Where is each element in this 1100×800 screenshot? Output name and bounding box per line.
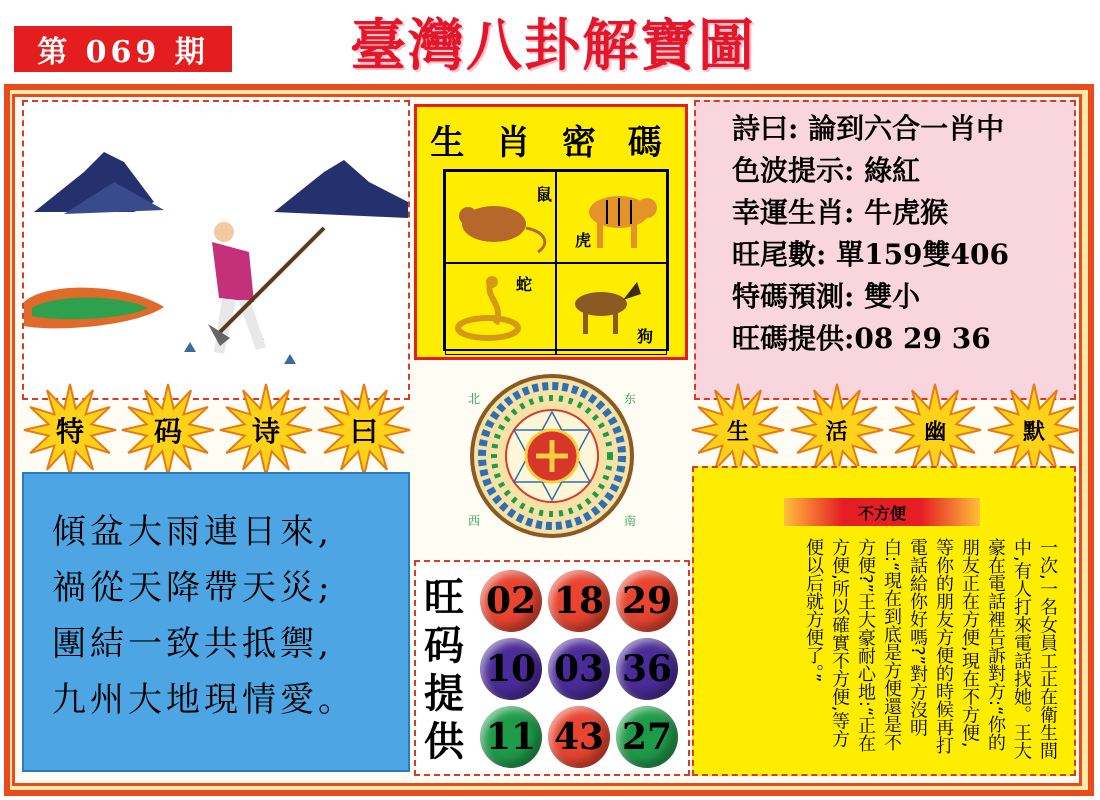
tip-color-wave: 色波提示: 綠紅 — [732, 154, 921, 187]
star-badge — [120, 382, 216, 478]
numbers-label-char: 码 — [424, 622, 464, 669]
number-ball: 43 — [548, 706, 610, 768]
zodiac-code-box — [414, 104, 688, 360]
star-badge — [690, 382, 786, 478]
humor-stars — [690, 382, 1082, 478]
humor-story-panel — [692, 466, 1076, 776]
poem-line-3: 團結一致共抵禦, — [52, 624, 333, 664]
star-char: 默 — [1022, 418, 1045, 445]
tip-tail-numbers: 旺尾數: 單159雙406 — [732, 238, 1009, 271]
number-balls — [480, 570, 680, 768]
poem-line-1: 傾盆大雨連日來, — [52, 512, 333, 552]
numbers-label-char: 供 — [424, 718, 464, 765]
numbers-label-char: 提 — [424, 670, 464, 717]
bagua-wheel — [440, 372, 664, 540]
page-title: 臺灣八卦解寶圖 — [350, 13, 756, 79]
zodiac-cell-tiger — [556, 171, 667, 263]
tips-panel — [694, 100, 1076, 400]
star-badge — [986, 382, 1082, 478]
zodiac-cell-snake — [445, 263, 556, 355]
farmer-figure — [208, 222, 324, 354]
zodiac-label-dog: 狗 — [637, 327, 654, 346]
zodiac-label-tiger: 虎 — [575, 231, 592, 250]
snake-icon — [446, 264, 554, 350]
zodiac-cell-rat — [445, 171, 556, 263]
story-heading: 不方便 — [784, 498, 980, 526]
number-ball: 10 — [480, 638, 542, 700]
number-ball: 29 — [616, 570, 678, 632]
zodiac-label-rat: 鼠 — [536, 185, 553, 204]
poem-stars — [22, 382, 412, 478]
hot-numbers-panel — [414, 560, 690, 776]
poem-line-2: 禍從天降帶天災; — [52, 568, 334, 608]
star-char: 幽 — [924, 418, 947, 445]
wheel-label-east: 东 — [624, 392, 637, 406]
wheel-label-south: 南 — [624, 514, 637, 528]
story-text: 一次,一名女員工正在衛生間中,有人打來電話找她。王大豪在電話裡告訴對方:“你的朋友正在方便,現在不方便,等你的朋友方便的時候再打電話給你好嗎?”對方沒明白:“現在到底是方便還是不方便?”王大豪耐心地:“正在方便,所以確實不方便,等方便以后就方便了。” — [803, 538, 1058, 760]
star-char: 特 — [55, 415, 84, 448]
tiger-icon — [557, 172, 665, 258]
wheel-label-west: 西 — [468, 514, 481, 528]
number-ball: 27 — [616, 706, 678, 768]
number-ball: 02 — [480, 570, 542, 632]
zodiac-cell-dog — [556, 263, 667, 355]
numbers-label-char: 旺 — [424, 574, 464, 621]
star-badge — [887, 382, 983, 478]
star-badge — [22, 382, 118, 478]
number-ball: 03 — [548, 638, 610, 700]
star-badge — [316, 382, 412, 478]
number-ball: 11 — [480, 706, 542, 768]
issue-number: 第 069 期 — [14, 26, 232, 72]
zodiac-label-snake: 蛇 — [516, 275, 533, 294]
star-char: 生 — [726, 418, 749, 445]
star-char: 活 — [825, 418, 848, 445]
landscape-image — [24, 102, 408, 398]
star-badge — [789, 382, 885, 478]
wheel-label-north: 北 — [468, 392, 481, 406]
star-char: 诗 — [251, 415, 280, 448]
tip-lucky-zodiac: 幸運生肖: 牛虎猴 — [732, 196, 949, 229]
poem-panel — [22, 472, 410, 772]
farmer-illustration — [22, 100, 410, 400]
tip-poem: 詩曰: 論到六合一肖中 — [732, 112, 1005, 145]
number-ball: 36 — [616, 638, 678, 700]
tip-prediction: 特碼預測: 雙小 — [732, 280, 921, 313]
numbers-label — [420, 574, 468, 766]
zodiac-title: 生 肖 密 碼 — [430, 123, 672, 163]
poem-line-4: 九州大地現情愛。 — [52, 680, 356, 720]
star-char: 码 — [153, 415, 182, 448]
tip-hot-numbers: 旺碼提供:08 29 36 — [732, 322, 991, 355]
number-ball: 18 — [548, 570, 610, 632]
star-char: 曰 — [349, 415, 378, 448]
zodiac-grid — [443, 169, 669, 351]
star-badge — [218, 382, 314, 478]
